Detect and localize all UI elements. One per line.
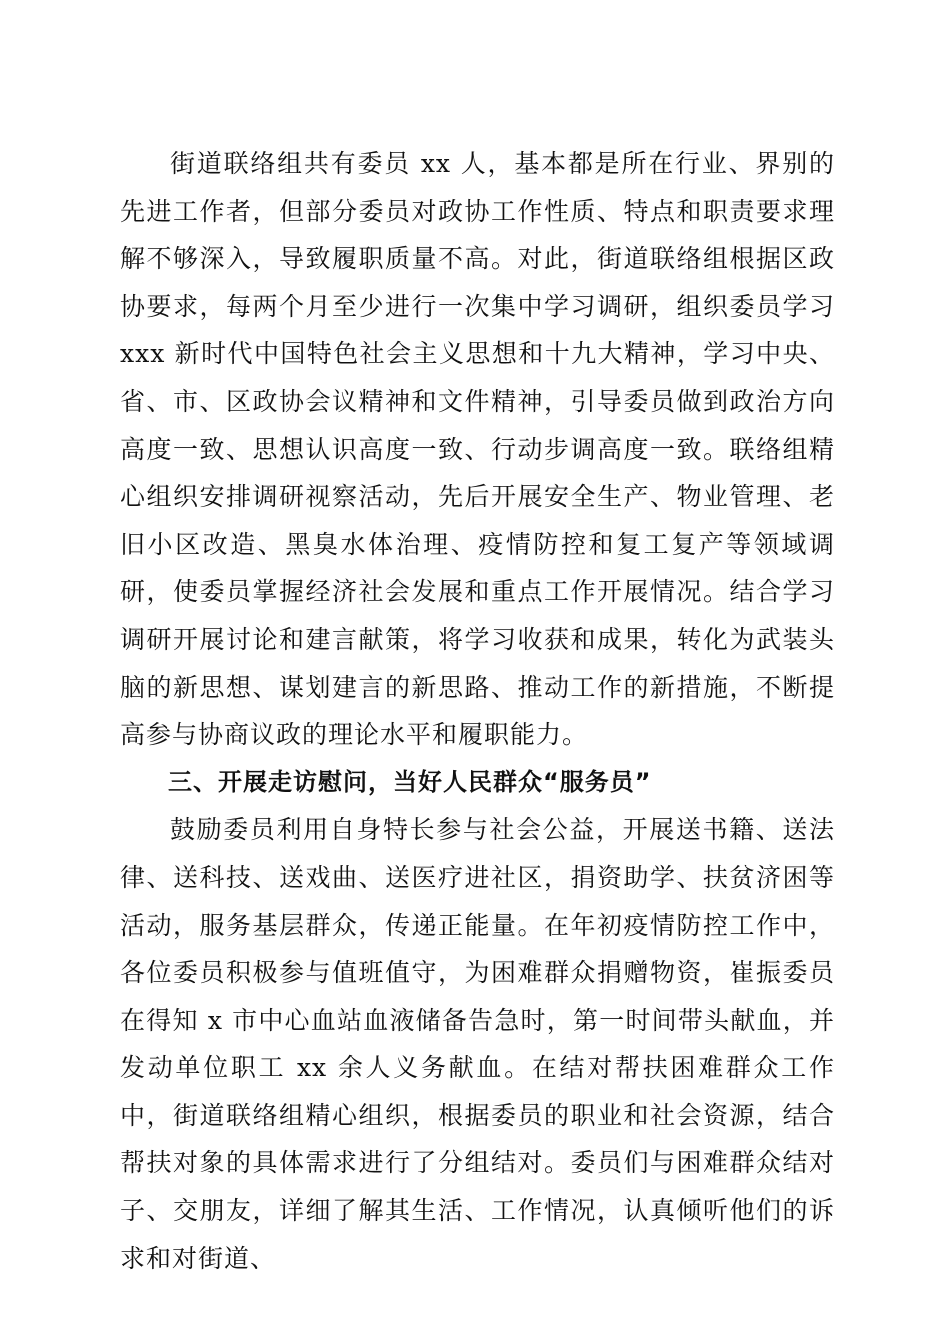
body-paragraph-service: 鼓励委员利用自身特长参与社会公益，开展送书籍、送法律、送科技、送戏曲、送医疗进社区，捐资助学、扶贫济困等活动，服务基层群众，传递正能量。在年初疫情防控工作中，各位委员积极参与值班值守，为困难群众捐赠物资，崔振委员在得知 x 市中心血站血液储备告急时，第一时间带头献血，并发动单位职工 xx 余人义务献血。在结对帮扶困难群众工作中，街道联络组精心组织，根据委员的职业和社会资源，结合帮扶对象的具体需求进行了分组结对。委员们与困难群众结对子、交朋友，详细了解其生活、工作情况，认真倾听他们的诉求和对街道、: [120, 815, 835, 1273]
section-heading-3: 三、开展走访慰问，当好人民群众“服务员”: [168, 767, 652, 796]
document-body: [120, 140, 835, 1282]
body-paragraph-study: 街道联络组共有委员 xx 人，基本都是所在行业、界别的先进工作者，但部分委员对政协工作性质、特点和职责要求理解不够深入，导致履职质量不高。对此，街道联络组根据区政协要求，每两个月至少进行一次集中学习调研，组织委员学习 xxx 新时代中国特色社会主义思想和十九大精神，学习中央、省、市、区政协会议精神和文件精神，引导委员做到政治方向高度一致、思想认识高度一致、行动步调高度一致。联络组精心组织安排调研视察活动，先后开展安全生产、物业管理、老旧小区改造、黑臭水体治理、疫情防控和复工复产等领域调研，使委员掌握经济社会发展和重点工作开展情况。结合学习调研开展讨论和建言献策，将学习收获和成果，转化为武装头脑的新思想、谋划建言的新思路、推动工作的新措施，不断提高参与协商议政的理论水平和履职能力。: [120, 149, 835, 750]
